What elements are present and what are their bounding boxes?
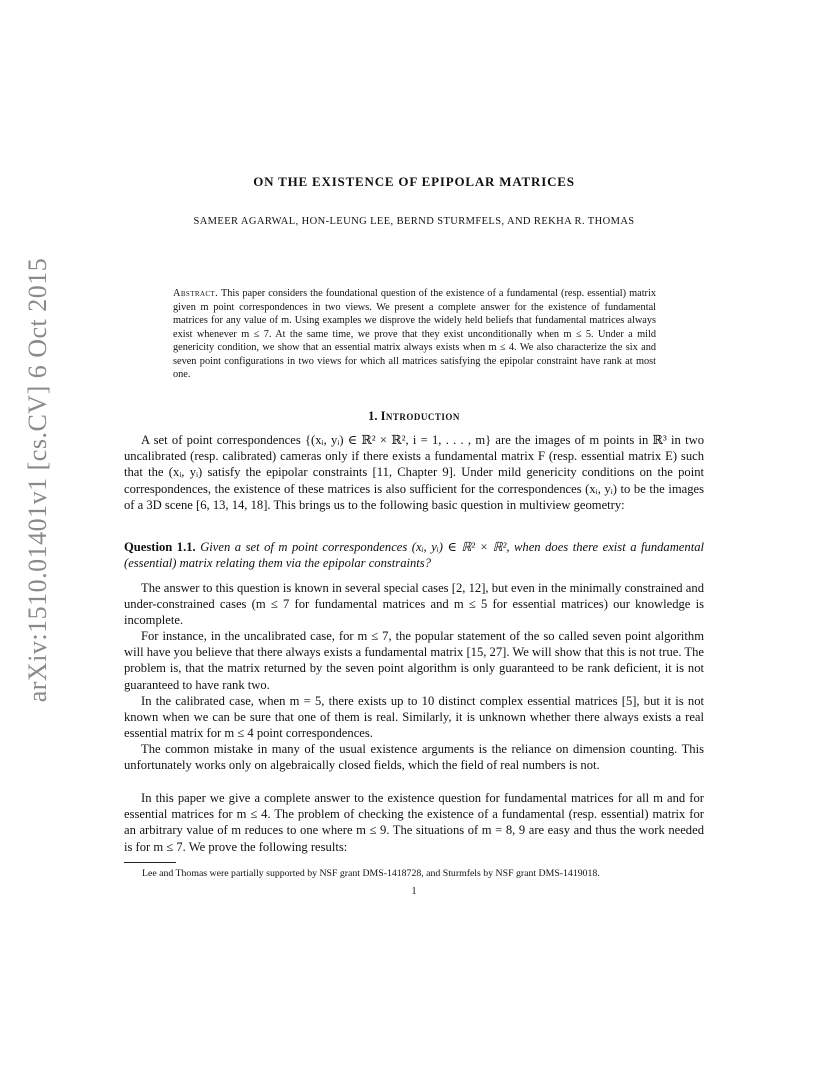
- paragraph-seven-point: For instance, in the uncalibrated case, for m ≤ 7, the popular statement of the so called seven point algorithm will have you believe that there always exists a fundamental matrix [15, 27]. We will show that this is not true. The problem is, that the matrix returned by the seven point algorithm is only guaranteed to be rank deficient, it is not guaranteed to have rank two.: [124, 629, 704, 692]
- paragraph-calibrated: In the calibrated case, when m = 5, there exists up to 10 distinct complex essential matrices [5], but it is not known when we can be sure that one of them is real. Similarly, it is unknown whether there always exists a real essential matrix for m ≤ 4 point correspondences.: [124, 694, 704, 741]
- abstract: [173, 287, 656, 382]
- section-number: 1.: [368, 409, 378, 423]
- paragraph-intro: A set of point correspondences {(xᵢ, yᵢ) ∈ ℝ² × ℝ², i = 1, . . . , m} are the images of m points in ℝ³ in two uncalibrated (resp. calibrated) cameras only if there exists a fundamental matrix F (resp. essential matrix E) such that the (xᵢ, yᵢ) satisfy the epipolar constraints [11, Chapter 9]. Under mild genericity conditions on the point correspondences, the existence of these matrices is also sufficient for the correspondences (xᵢ, yᵢ) to be the images of a 3D scene [6, 13, 14, 18]. This brings us to the following basic question in multiview geometry:: [124, 433, 704, 512]
- question-block: [124, 539, 704, 571]
- abstract-label: Abstract.: [173, 288, 219, 299]
- paragraph-dimension-counting: The common mistake in many of the usual existence arguments is the reliance on dimension counting. This unfortunately works only on algebraically closed fields, which the field of real numbers is not.: [124, 742, 704, 773]
- author-list: SAMEER AGARWAL, HON-LEUNG LEE, BERND STURMFELS, AND REKHA R. THOMAS: [193, 216, 635, 227]
- paragraph-contributions: In this paper we give a complete answer to the existence question for fundamental matrices for all m and for essential matrices for m ≤ 4. The problem of checking the existence of a fundamental (resp. essential) matrix for an arbitrary value of m reduces to one where m ≤ 9. The situations of m = 8, 9 are easy and thus the work needed is for m ≤ 7. We prove the following results:: [124, 791, 704, 854]
- paper-title: ON THE EXISTENCE OF EPIPOLAR MATRICES: [253, 174, 575, 189]
- section-heading: [0, 409, 828, 424]
- paragraph-known-cases: The answer to this question is known in several special cases [2, 12], but even in the minimally constrained and under-constrained cases (m ≤ 7 for fundamental matrices and m ≤ 5 for essential matrices) our knowledge is incomplete.: [124, 581, 704, 628]
- page-number: 1: [411, 886, 417, 897]
- question-label: Question 1.1.: [124, 540, 196, 554]
- funding-footnote: Lee and Thomas were partially supported by NSF grant DMS-1418728, and Sturmfels by NSF grant DMS-1419018.: [142, 868, 600, 879]
- arxiv-identifier-stamp: arXiv:1510.01401v1 [cs.CV] 6 Oct 2015: [23, 257, 52, 703]
- question-text: Given a set of m point correspondences (xᵢ, yᵢ) ∈ ℝ² × ℝ², when does there exist a fundamental (essential) matrix relating them via the epipolar constraints?: [124, 540, 704, 571]
- abstract-text: This paper considers the foundational question of the existence of a fundamental (resp. essential) matrix given m point correspondences in two views. We present a complete answer for the existence of fundamental matrices for any value of m. Using examples we disprove the widely held beliefs that fundamental matrices always exist whenever m ≤ 7. At the same time, we prove that they exist unconditionally when m ≤ 5. Under a mild genericity condition, we show that an essential matrix always exists when m ≤ 4. We also characterize the six and seven point configurations in two views for which all matrices satisfying the epipolar constraint have rank at most one.: [173, 288, 656, 380]
- footnote-rule: [124, 862, 176, 863]
- section-title: Introduction: [380, 409, 460, 423]
